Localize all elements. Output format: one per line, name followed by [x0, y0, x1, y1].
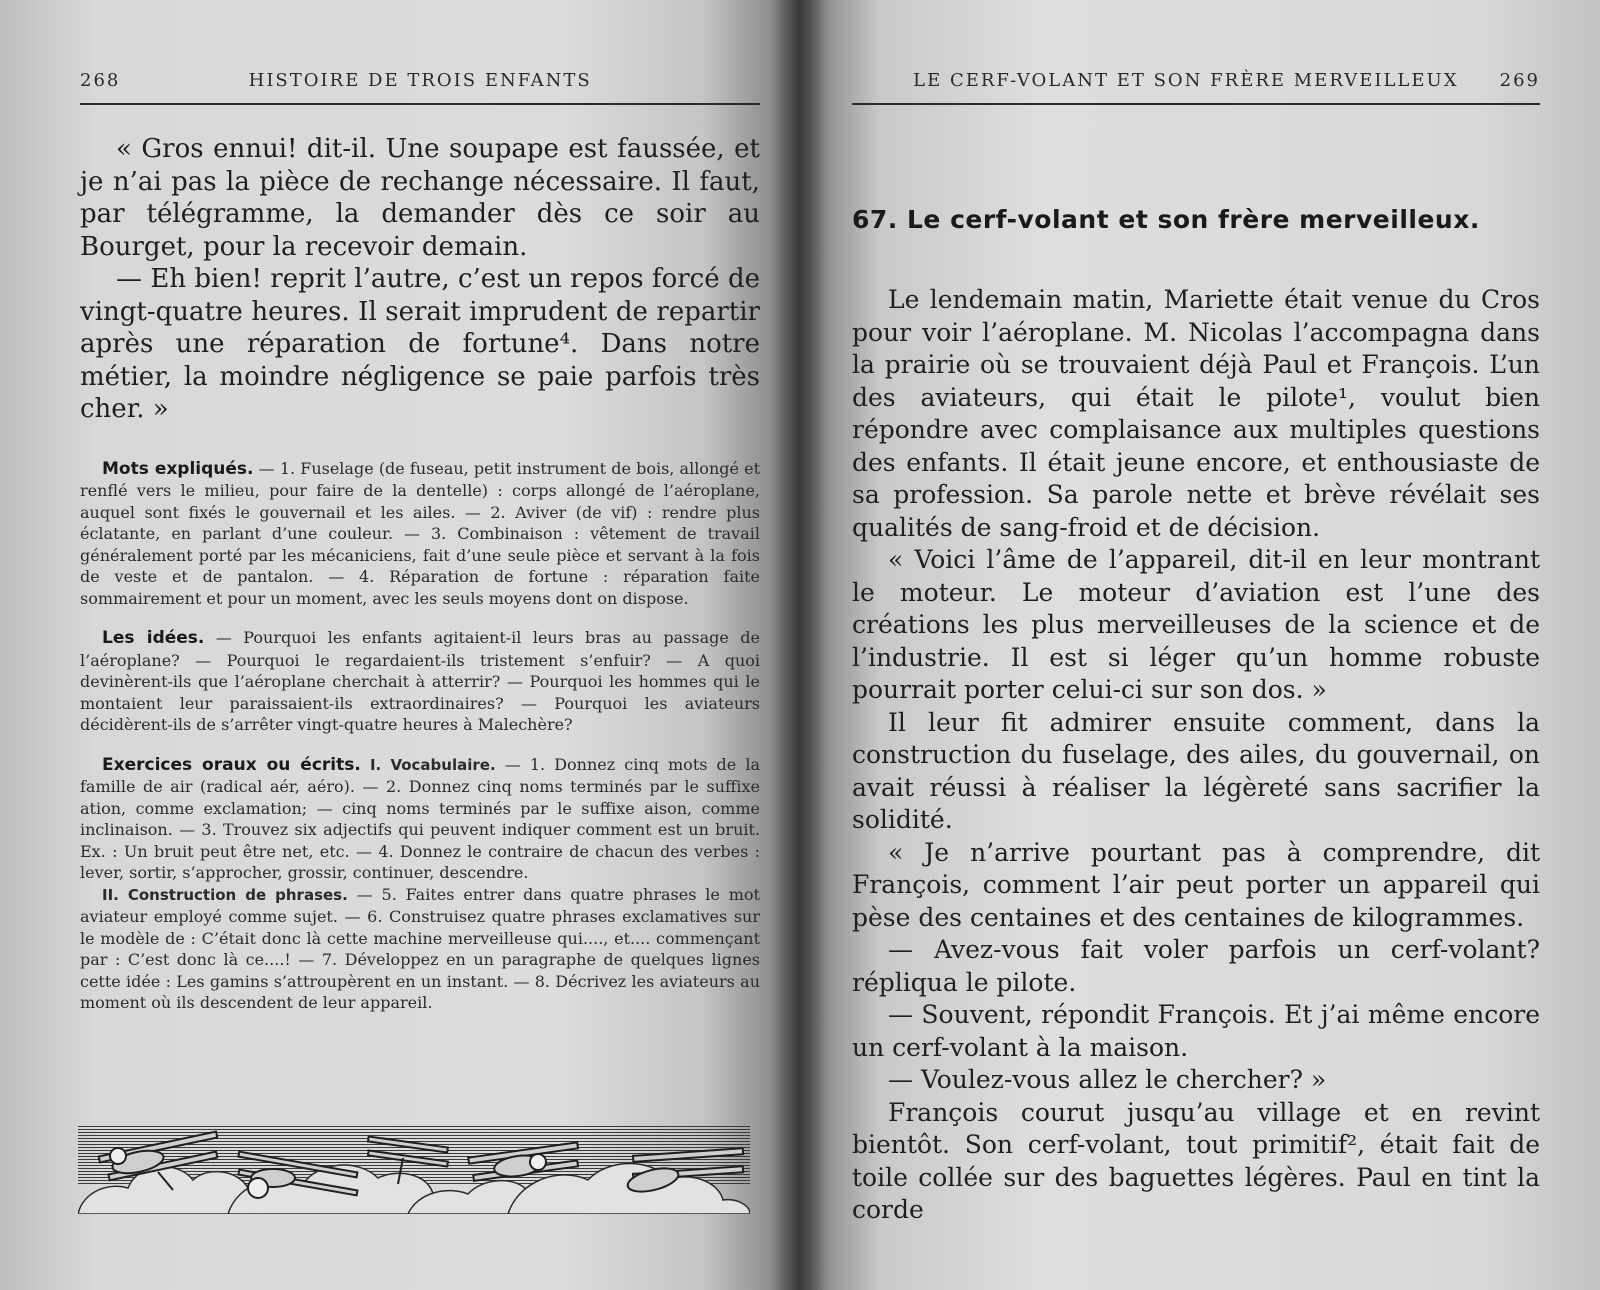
construction-text: — 5. Faites entrer dans quatre phrases le mot aviateur employé comme sujet. — 6. Construisez quatre phrases exclamatives sur le modèle de : C’était donc là cette machine merveilleuse qui...., et.... commençant par : C’est donc là ce....! — 7. Développez en un paragraphe de quelques lignes cette idée : Les gamins s’attroupèrent en un instant. — 8. Décrivez les aviateurs au moment où ils descendent de leur appareil.: [80, 884, 760, 1012]
right-paragraph: — Souvent, répondit François. Et j’ai même encore un cerf-volant à la maison.: [852, 1000, 1540, 1062]
right-paragraph: « Voici l’âme de l’appareil, dit-il en leur montrant le moteur. Le moteur d’aviation est l’une des créations les plus merveilleuses de la science et de l’industrie. Il est si léger qu’un homme robuste pourrait porter celui-ci sur son dos. »: [852, 545, 1540, 704]
left-paragraph: — Eh bien! reprit l’autre, c’est un repos forcé de vingt-quatre heures. Il serait imprudent de repartir après une réparation de fortune⁴. Dans notre métier, la moindre négligence se paie parfois très cher. »: [80, 264, 760, 424]
right-paragraph: — Avez-vous fait voler parfois un cerf-volant? répliqua le pilote.: [852, 935, 1540, 997]
left-running-head: [80, 70, 760, 105]
right-running-title: LE CERF-VOLANT ET SON FRÈRE MERVEILLEUX: [913, 70, 1459, 91]
mots-expliques-heading: Mots expliqués.: [102, 458, 254, 479]
airplanes-vignette-illustration: [78, 1122, 750, 1214]
right-paragraph: Il leur fit admirer ensuite comment, dans la construction du fuselage, des ailes, du gouvernail, on avait réussi à réaliser la légèreté sans sacrifier la solidité.: [852, 707, 1540, 834]
right-body-text: [852, 284, 1540, 1227]
right-paragraph: « Je n’arrive pourtant pas à comprendre, dit François, comment l’air peut porter un appareil qui pèse des centaines et des centaines de kilogrammes.: [852, 837, 1540, 932]
left-body-text: [80, 133, 760, 426]
construction-subheading: II. Construction de phrases.: [102, 885, 348, 904]
vocabulaire-subheading: I. Vocabulaire.: [369, 755, 496, 774]
chapter-title: 67. Le cerf-volant et son frère merveilleux.: [852, 205, 1480, 234]
les-idees-heading: Les idées.: [102, 628, 205, 648]
left-paragraph: « Gros ennui! dit-il. Une soupape est faussée, et je n’ai pas la pièce de rechange nécessaire. Il faut, par télégramme, la demander dès ce soir au Bourget, pour la recevoir demain.: [80, 134, 760, 262]
exercise-notes: [80, 458, 760, 1014]
left-running-title: HISTOIRE DE TROIS ENFANTS: [248, 70, 592, 91]
exercices-heading: Exercices oraux ou écrits.: [102, 754, 361, 775]
vocabulaire-text: — 1. Donnez cinq mots de la famille de air (radical aér, aéro). — 2. Donnez cinq noms terminés par le suffixe ation, comme exclamation; — cinq noms terminés par le suffixe aison, comme inclinaison. — 3. Trouvez six adjectifs qui peuvent indiquer comment est un bruit. Ex. : Un bruit peut être net, etc. — 4. Donnez le contraire de chacun des verbes : lever, sortir, s’approcher, grossir, continuer, descendre.: [80, 754, 761, 882]
mots-expliques-text: — 1. Fuselage (de fuseau, petit instrument de bois, allongé et renflé vers le milieu, pour faire de la dentelle) : corps allongé de l’aéroplane, auquel sont fixés le gouvernail et les ailes. — 2. Aviver (de vif) : rendre plus éclatante, en parlant d’une couleur. — 3. Combinaison : vêtement de travail généralement porté par les mécaniciens, fait d’une seule pièce et servant à la fois de veste et de pantalon. — 4. Réparation de fortune : réparation faite sommairement et pour un moment, avec les seuls moyens dont on dispose.: [80, 458, 760, 608]
construction: [80, 884, 760, 1014]
left-page-number: 268: [80, 70, 121, 91]
right-paragraph: Le lendemain matin, Mariette était venue du Cros pour voir l’aéroplane. M. Nicolas l’accompagna dans la prairie où se trouvaient déjà Paul et François. L’un des aviateurs, qui était le pilote¹, voulut bien répondre avec complaisance aux multiples questions des enfants. Il était jeune encore, et enthousiaste de sa profession. Sa parole nette et brève révélait ses qualités de sang-froid et de décision.: [852, 285, 1540, 542]
exercices: [80, 754, 760, 884]
les-idees-text: — Pourquoi les enfants agitaient-il leurs bras au passage de l’aéroplane? — Pourquoi le regardaient-ils tristement s’enfuir? — A quoi devinèrent-ils que l’aéroplane cherchait à atterrir? — Pourquoi les hommes qui le montaient leur paraissaient-ils extraordinaires? — Pourquoi les aviateurs décidèrent-ils de s’arrêter vingt-quatre heures à Malechère?: [80, 628, 760, 734]
right-running-head: [852, 70, 1540, 105]
right-page: [800, 0, 1600, 1290]
right-paragraph: — Voulez-vous allez le chercher? »: [888, 1065, 1327, 1094]
mots-expliques: [80, 458, 760, 610]
les-idees: [80, 627, 760, 736]
right-paragraph: François courut jusqu’au village et en revint bientôt. Son cerf-volant, tout primitif², était fait de toile collée sur des baguettes légères. Paul en tint la corde: [852, 1097, 1540, 1224]
right-page-number: 269: [1499, 70, 1540, 91]
